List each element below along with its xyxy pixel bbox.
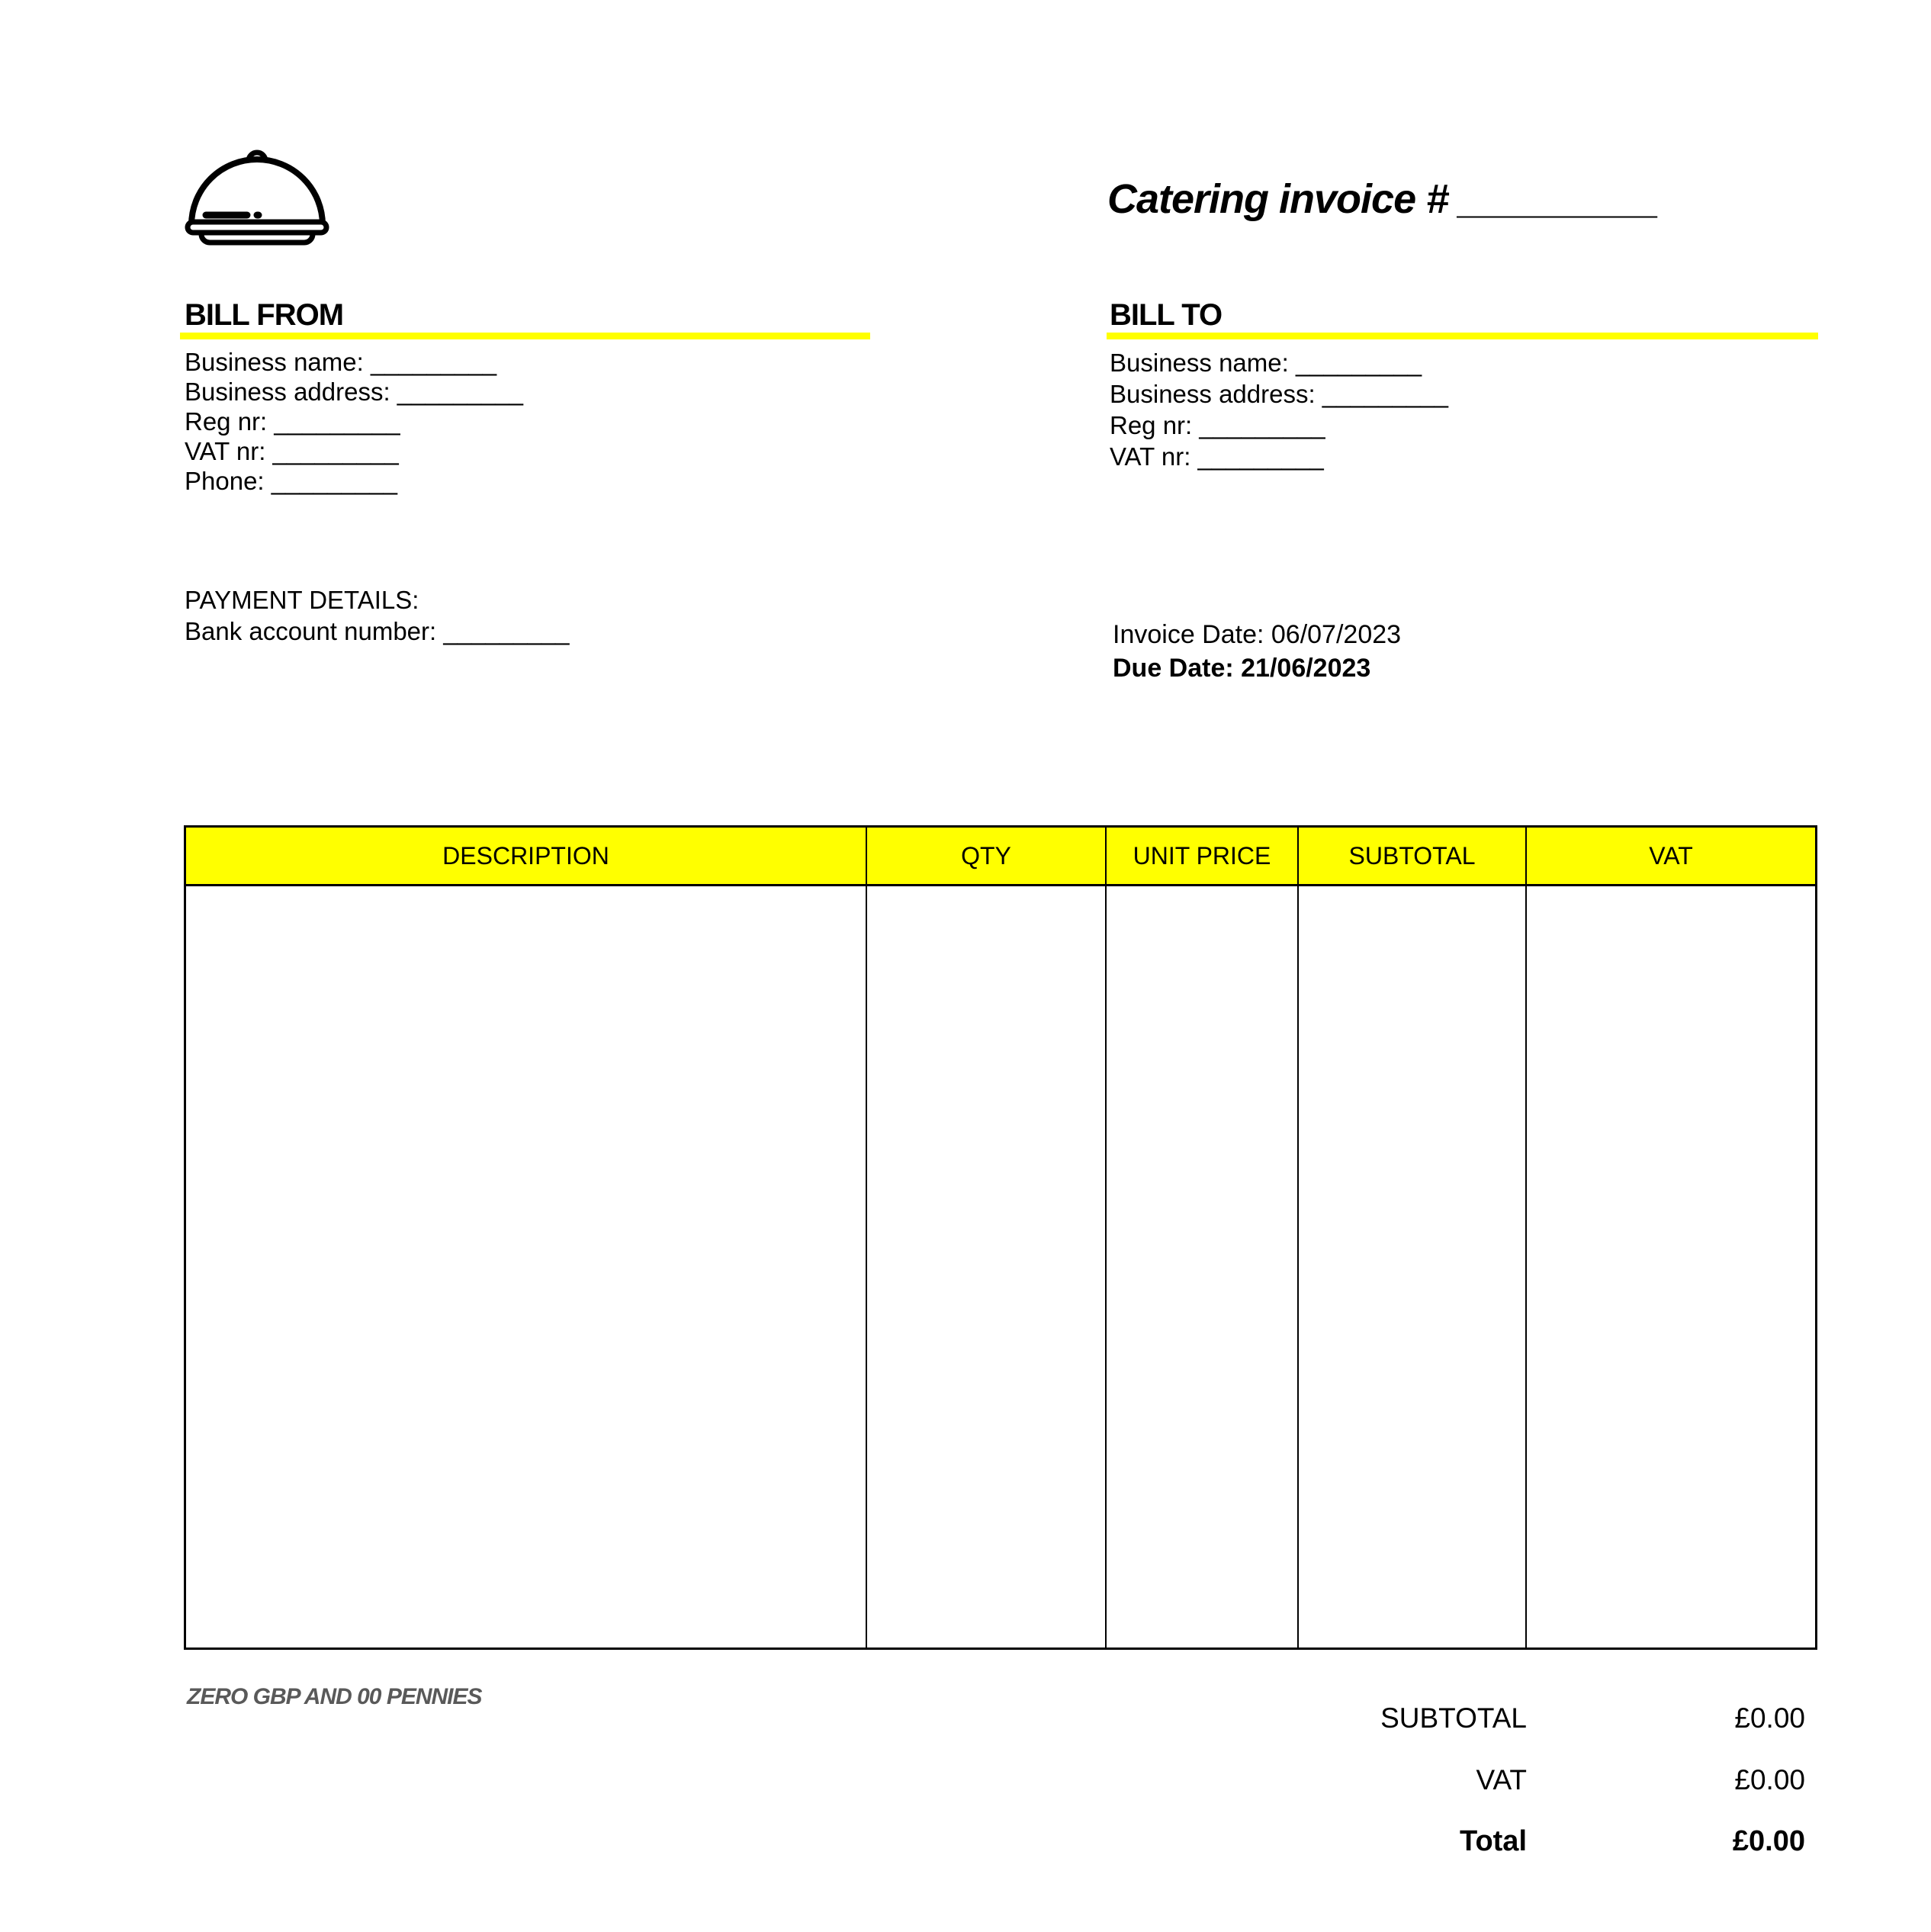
bill-from-section	[185, 300, 875, 496]
bill-to-reg-nr-field: Reg nr: _________	[1110, 411, 1325, 439]
column-header-description: DESCRIPTION	[186, 828, 867, 884]
vat-value: £0.00	[1734, 1763, 1805, 1795]
line-items-table	[184, 825, 1817, 1650]
amount-in-words: ZERO GBP AND 00 PENNIES	[187, 1684, 482, 1709]
bill-to-business-address-field: Business address: _________	[1110, 380, 1448, 408]
cell-description-empty	[186, 886, 867, 1648]
bank-account-number-field: Bank account number: _________	[185, 617, 570, 645]
subtotal-row	[991, 1687, 1805, 1749]
total-label: Total	[1460, 1825, 1527, 1857]
bill-from-business-address-field: Business address: _________	[185, 378, 523, 406]
page-title: Catering invoice # _________	[1107, 176, 1659, 222]
cloche-serving-dish-icon	[185, 149, 329, 247]
bill-to-heading: BILL TO	[1110, 298, 1223, 332]
column-header-qty: QTY	[867, 828, 1107, 884]
total-row	[991, 1811, 1805, 1873]
invoice-date: Invoice Date: 06/07/2023	[1113, 620, 1402, 649]
bill-from-business-name-field: Business name: _________	[185, 348, 497, 376]
subtotal-value: £0.00	[1734, 1702, 1805, 1734]
column-header-subtotal: SUBTOTAL	[1299, 828, 1527, 884]
totals-section	[991, 1687, 1805, 1873]
vat-row	[991, 1749, 1805, 1811]
bill-to-business-name-field: Business name: _________	[1110, 349, 1422, 377]
subtotal-label: SUBTOTAL	[1380, 1702, 1527, 1734]
payment-details-section	[185, 584, 570, 647]
table-header-row	[186, 828, 1815, 886]
bill-to-vat-nr-field: VAT nr: _________	[1110, 442, 1324, 471]
cell-vat-empty	[1527, 886, 1815, 1648]
vat-label: VAT	[1476, 1763, 1527, 1795]
invoice-dates-section	[1113, 618, 1401, 685]
table-body-empty	[186, 886, 1815, 1648]
total-value: £0.00	[1732, 1825, 1805, 1857]
column-header-unit-price: UNIT PRICE	[1107, 828, 1299, 884]
cell-subtotal-empty	[1299, 886, 1527, 1648]
bill-from-fields	[185, 347, 875, 496]
bill-to-fields	[1110, 347, 1821, 472]
bill-from-reg-nr-field: Reg nr: _________	[185, 407, 400, 436]
payment-details-heading: PAYMENT DETAILS:	[185, 586, 419, 614]
bill-from-heading: BILL FROM	[185, 298, 344, 332]
due-date: Due Date: 21/06/2023	[1113, 654, 1371, 683]
cell-unit-price-empty	[1107, 886, 1299, 1648]
bill-from-phone-field: Phone: _________	[185, 467, 397, 495]
bill-to-section	[1110, 300, 1821, 472]
bill-from-vat-nr-field: VAT nr: _________	[185, 437, 399, 465]
bill-from-highlight-rule	[180, 333, 870, 339]
column-header-vat: VAT	[1649, 841, 1693, 870]
bill-to-highlight-rule	[1107, 333, 1818, 339]
cell-qty-empty	[867, 886, 1107, 1648]
